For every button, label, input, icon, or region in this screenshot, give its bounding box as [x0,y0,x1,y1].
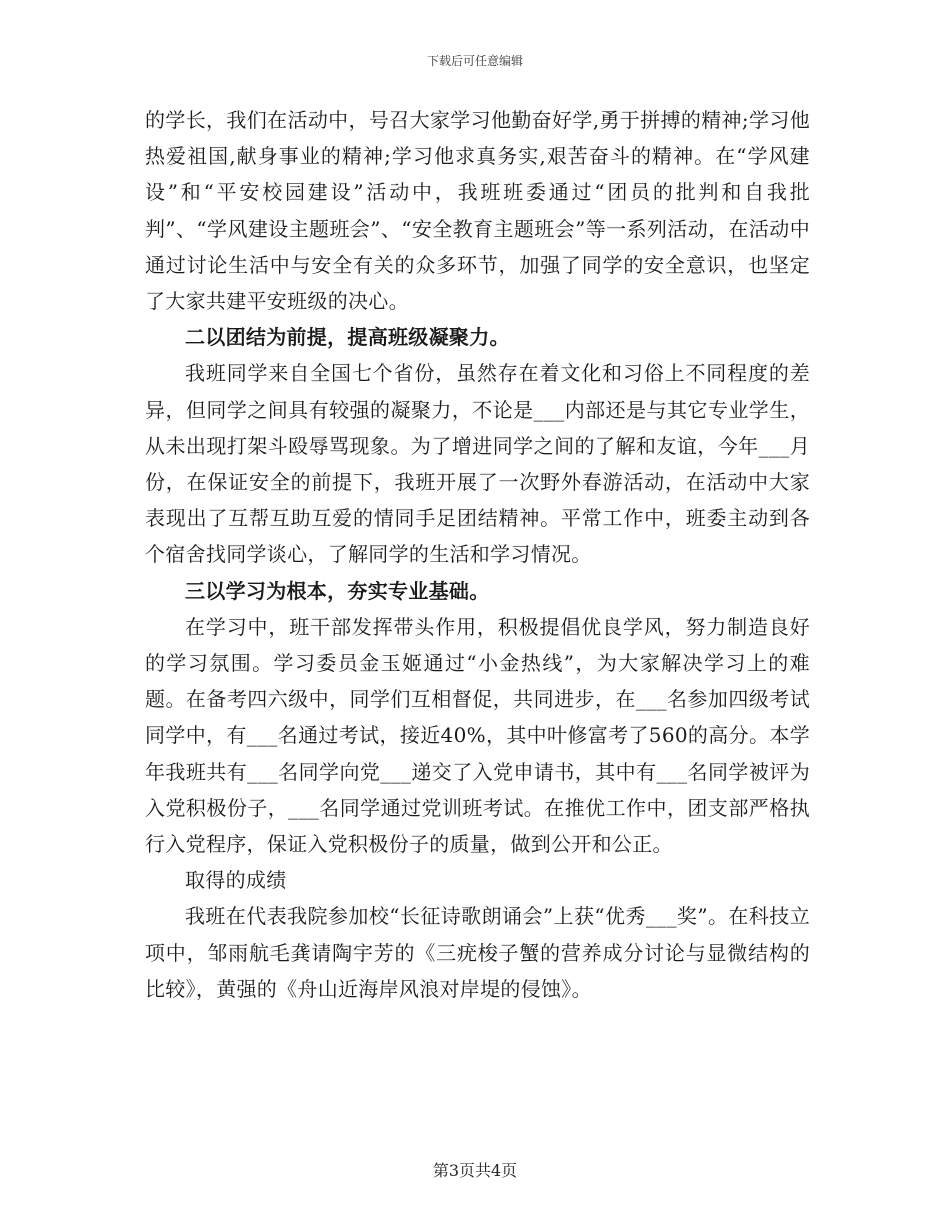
paragraph-1: 的学长，我们在活动中，号召大家学习他勤奋好学,勇于拼搏的精神;学习他热爱祖国,献身事业的精神;学习他求真务实,艰苦奋斗的精神。在“学风建设”和“平安校园建设”活动中，我班班委通过“团员的批判和自我批判”、“学风建设主题班会”、“安全教育主题班会”等一系列活动，在活动中通过讨论生活中与安全有关的众多环节，加强了同学的安全意识，也坚定了大家共建平安班级的决心。 [145,108,810,314]
paragraph-2: 我班同学来自全国七个省份，虽然存在着文化和习俗上不同程度的差异，但同学之间具有较强的凝聚力，不论是___内部还是与其它专业学生，从未出现打架斗殴辱骂现象。为了增进同学之间的了解和友谊，今年___月份，在保证安全的前提下，我班开展了一次野外春游活动，在活动中大家表现出了互帮互助互爱的情同手足团结精神。平常工作中，班委主动到各个宿舍找同学谈心，了解同学的生活和学习情况。 [145,361,810,567]
section-heading-study: 三以学习为根本，夯实专业基础。 [185,578,490,603]
page-number: 第3页共4页 [432,1161,518,1180]
page-header: 下载后可任意编辑 [426,54,523,68]
document-body [145,102,810,1007]
paragraph-4: 我班在代表我院参加校“长征诗歌朗诵会”上获“优秀___奖”。在科技立项中，邹雨航毛龚请陶宇芳的《三疣梭子蟹的营养成分讨论与显微结构的比较》，黄强的《舟山近海岸风浪对岸堤的侵蚀》。 [145,904,810,1001]
section-heading-achievements: 取得的成绩 [185,868,287,893]
paragraph-3: 在学习中，班干部发挥带头作用，积极提倡优良学风，努力制造良好的学习氛围。学习委员金玉姬通过“小金热线”，为大家解决学习上的难题。在备考四六级中，同学们互相督促，共同进步，在___名参加四级考试同学中，有___名通过考试，接近40%，其中叶修富考了560的高分。本学年我班共有___名同学向党___递交了入党申请书，其中有___名同学被评为入党积极份子，___名同学通过党训班考试。在推优工作中，团支部严格执行入党程序，保证入党积极份子的质量，做到公开和公正。 [145,614,810,857]
section-heading-unity: 二以团结为前提，提高班级凝聚力。 [185,325,510,350]
